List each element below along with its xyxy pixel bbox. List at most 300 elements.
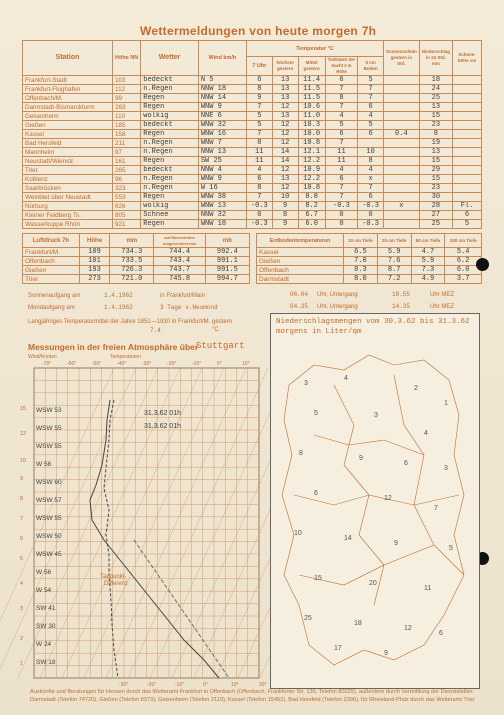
station-cell: 10.9 bbox=[298, 166, 325, 175]
station-cell: 23 bbox=[419, 121, 452, 130]
station-cell: 8 bbox=[325, 94, 357, 103]
station-cell: 6 bbox=[358, 193, 384, 202]
station-cell: NNW 14 bbox=[198, 94, 246, 103]
station-cell: n.Regen bbox=[141, 175, 199, 184]
soil-col-4: 50 cm Tiefe bbox=[411, 234, 445, 248]
pressure-row bbox=[23, 257, 250, 266]
station-row bbox=[23, 166, 482, 175]
station-cell: 7 bbox=[325, 139, 357, 148]
station-cell bbox=[383, 139, 419, 148]
station-cell: Kassel bbox=[23, 130, 113, 139]
map-value: 25 bbox=[304, 615, 312, 622]
station-cell bbox=[453, 184, 482, 193]
x-tick-label: -30° bbox=[142, 361, 152, 367]
col-t7: 7 Uhr bbox=[246, 57, 272, 76]
moonset-mez: Uhr MEZ bbox=[430, 304, 454, 310]
sounding-date-2: 31.3.62 01h bbox=[144, 423, 181, 430]
punch-hole bbox=[476, 258, 489, 271]
station-cell: 23 bbox=[419, 184, 452, 193]
station-cell: NNW 32 bbox=[198, 211, 246, 220]
station-cell: 27 bbox=[419, 211, 452, 220]
pressure-cell: 193 bbox=[79, 266, 109, 275]
station-cell: Gießen bbox=[23, 121, 113, 130]
station-row bbox=[23, 211, 482, 220]
pressure-row bbox=[23, 266, 250, 275]
station-cell: WNW 16 bbox=[198, 130, 246, 139]
station-cell bbox=[383, 193, 419, 202]
sunrise-uhr-label: Uhr, Untergang bbox=[317, 292, 358, 298]
station-cell: WNW 9 bbox=[198, 175, 246, 184]
station-cell: 9 bbox=[272, 220, 298, 229]
station-cell bbox=[383, 103, 419, 112]
moonrise-time: 04.35 bbox=[290, 303, 309, 310]
soil-cell: 8.3 bbox=[344, 266, 378, 275]
x-tick-label: -60° bbox=[67, 361, 77, 367]
station-cell: -0.3 bbox=[246, 202, 272, 211]
soil-cell: Kassel bbox=[257, 248, 344, 257]
station-row bbox=[23, 157, 482, 166]
map-value: 12 bbox=[384, 495, 392, 502]
station-cell: 14 bbox=[272, 157, 298, 166]
station-cell: 0 bbox=[325, 220, 357, 229]
station-cell: Fl. bbox=[453, 202, 482, 211]
station-cell bbox=[383, 94, 419, 103]
wind-label: SW 30 bbox=[36, 623, 56, 630]
station-cell bbox=[453, 139, 482, 148]
y-tick-label: 8 bbox=[20, 496, 24, 502]
map-value: 3 bbox=[444, 465, 448, 472]
station-row bbox=[23, 85, 482, 94]
pressure-cell: 734.3 bbox=[110, 248, 154, 257]
station-cell: 29 bbox=[419, 166, 452, 175]
pressure-table-body bbox=[23, 248, 250, 284]
station-table-body bbox=[23, 76, 482, 229]
station-cell: Kleiner Feldberg Ts. bbox=[23, 211, 113, 220]
station-cell: wolkig bbox=[141, 112, 199, 121]
station-cell: 11 bbox=[325, 157, 357, 166]
x-tick-label: -20° bbox=[167, 361, 177, 367]
station-cell: 13 bbox=[272, 175, 298, 184]
x-tick-label: 0° bbox=[217, 361, 222, 367]
pressure-cell: 745.8 bbox=[154, 275, 205, 284]
station-cell: Regen bbox=[141, 103, 199, 112]
long-term-label: Langjähriges Temperaturmittel der Jahre 1851—1930 in Frankfurt/M. gestern bbox=[28, 319, 232, 325]
station-cell bbox=[383, 175, 419, 184]
pressure-cell: 743.4 bbox=[154, 257, 205, 266]
pressure-cell: 991.5 bbox=[205, 266, 249, 275]
soil-row bbox=[257, 248, 482, 257]
station-cell bbox=[383, 166, 419, 175]
footer-text: Auskünfte und Beratungen für Hessen durch das Wetteramt Frankfurt in Offenbach (Offenbach, Frankfurter Str. 135, Telefon 80229), außerdem durch Vermittlung der Dienststellen Darmstadt (Telefon 74720), Gießen (Telefon 8373), Geisenheim (Telefon 2119), Kassel (Telefon 15452), Bad Hersfeld (Telefon 2396), für Rheinland-Pfalz durch das Wetteramt Trier bbox=[30, 689, 475, 703]
station-cell: -0.3 bbox=[246, 220, 272, 229]
station-cell: 15 bbox=[419, 157, 452, 166]
station-cell: 4 bbox=[325, 112, 357, 121]
station-cell: Offenbach/M. bbox=[23, 94, 113, 103]
sunrise-date: 1.4.1962 bbox=[104, 292, 133, 299]
station-cell: 6 bbox=[325, 130, 357, 139]
station-cell: 7 bbox=[325, 184, 357, 193]
station-cell: WNW 9 bbox=[198, 103, 246, 112]
station-cell: Saarbrücken bbox=[23, 184, 113, 193]
station-cell bbox=[453, 166, 482, 175]
moonrise-uhr-label: Uhr, Untergang bbox=[317, 304, 358, 310]
soil-col-1: Erdbodentemperaturen bbox=[257, 234, 344, 248]
station-cell: 158 bbox=[113, 130, 141, 139]
wind-label: W 58 bbox=[36, 461, 52, 468]
soil-cell: Gießen bbox=[257, 257, 344, 266]
station-cell bbox=[383, 157, 419, 166]
station-cell: 14 bbox=[272, 148, 298, 157]
station-cell: Wasserkuppe Rhön bbox=[23, 220, 113, 229]
station-cell: 13 bbox=[419, 148, 452, 157]
soil-cell: 5.9 bbox=[377, 248, 411, 257]
x-tick-label-bottom: -20° bbox=[147, 682, 157, 688]
station-cell: Bad Hersfeld bbox=[23, 139, 113, 148]
station-cell: Darmstadt-Bismarckturm bbox=[23, 103, 113, 112]
moon-phase: 3 Tage v.Neumond bbox=[160, 304, 218, 311]
station-cell bbox=[453, 130, 482, 139]
isotherm-line bbox=[62, 368, 202, 678]
col-sonne: Sonnenschein gestern in Std. bbox=[383, 41, 419, 76]
station-row bbox=[23, 94, 482, 103]
y-tick-label: 1 bbox=[20, 661, 24, 667]
station-cell: 103 bbox=[113, 76, 141, 85]
station-cell: 15 bbox=[419, 112, 452, 121]
col-wetter: Wetter bbox=[141, 41, 199, 76]
station-cell bbox=[453, 94, 482, 103]
station-cell: Koblenz bbox=[23, 175, 113, 184]
station-cell bbox=[383, 112, 419, 121]
station-cell: 9 bbox=[246, 94, 272, 103]
station-cell: x bbox=[358, 175, 384, 184]
map-value: 5 bbox=[449, 545, 453, 552]
precip-map bbox=[274, 345, 474, 675]
station-cell: 6 bbox=[453, 211, 482, 220]
station-cell: 6 bbox=[246, 76, 272, 85]
station-cell: Trier bbox=[23, 166, 113, 175]
station-cell bbox=[383, 121, 419, 130]
y-tick-label: 3 bbox=[20, 606, 24, 612]
upper-air-title: Messungen in der freien Atmosphäre über bbox=[28, 342, 199, 352]
col-tiefst: Tiefstwert der Nacht 2 m Höhe bbox=[325, 57, 357, 76]
station-row bbox=[23, 76, 482, 85]
station-cell: 5 bbox=[358, 76, 384, 85]
station-cell: 626 bbox=[113, 202, 141, 211]
y-tick-label: 15 bbox=[20, 406, 27, 412]
station-cell: Regen bbox=[141, 220, 199, 229]
col-station: Station bbox=[23, 41, 113, 76]
upper-air-sub2: Temperaturen bbox=[110, 354, 141, 360]
station-table bbox=[22, 40, 482, 229]
map-value: 20 bbox=[369, 580, 377, 587]
map-value: 17 bbox=[334, 645, 342, 652]
wind-label: WSW 57 bbox=[36, 497, 62, 504]
soil-cell: Offenbach bbox=[257, 266, 344, 275]
station-row bbox=[23, 121, 482, 130]
map-value: 6 bbox=[404, 460, 408, 467]
station-cell: 0.4 bbox=[383, 130, 419, 139]
long-term-value: 7.4 bbox=[150, 327, 161, 334]
soil-cell: 7.2 bbox=[377, 275, 411, 284]
map-value: 15 bbox=[314, 575, 322, 582]
station-cell: W 16 bbox=[198, 184, 246, 193]
station-cell: Weinbiet über Neustadt bbox=[23, 193, 113, 202]
y-tick-label: 5 bbox=[20, 556, 24, 562]
wind-label: WSW 55 bbox=[36, 443, 62, 450]
station-cell: 4 bbox=[358, 166, 384, 175]
map-value: 9 bbox=[384, 650, 388, 657]
station-cell: 11 bbox=[246, 148, 272, 157]
x-tick-label: 10° bbox=[242, 361, 250, 367]
station-cell: 96 bbox=[113, 175, 141, 184]
soil-cell: 7.6 bbox=[377, 257, 411, 266]
station-cell: Neustadt/Weinstr. bbox=[23, 157, 113, 166]
moonrise-date: 1.4.1962 bbox=[104, 304, 133, 311]
pressure-table bbox=[22, 233, 250, 284]
soil-table bbox=[256, 233, 482, 284]
x-tick-label: -40° bbox=[117, 361, 127, 367]
wind-label: WSW 60 bbox=[36, 479, 62, 486]
station-cell: 8.8 bbox=[298, 193, 325, 202]
annotation-line-1: Taupunkt- bbox=[100, 574, 127, 580]
map-value: 18 bbox=[354, 620, 362, 627]
station-cell: 263 bbox=[113, 103, 141, 112]
station-cell: Regen bbox=[141, 193, 199, 202]
station-cell: 0 bbox=[325, 211, 357, 220]
station-cell: 8 bbox=[246, 85, 272, 94]
map-value: 12 bbox=[404, 625, 412, 632]
station-row bbox=[23, 130, 482, 139]
pressure-cell: 273 bbox=[79, 275, 109, 284]
station-cell: 6 bbox=[246, 175, 272, 184]
station-cell: 112 bbox=[113, 85, 141, 94]
station-cell: 10.8 bbox=[298, 184, 325, 193]
wind-label: W 56 bbox=[36, 569, 52, 576]
upper-air-sub: Wind/Knoten bbox=[28, 354, 57, 360]
pressure-col-4: auf Meereshöhe umgerechnet mm bbox=[154, 234, 205, 248]
long-term-unit: °C bbox=[212, 327, 219, 333]
soil-cell: 8.0 bbox=[344, 275, 378, 284]
map-value: 9 bbox=[394, 540, 398, 547]
station-cell: 10.3 bbox=[298, 121, 325, 130]
station-cell: Regen bbox=[141, 94, 199, 103]
station-cell: n.Regen bbox=[141, 85, 199, 94]
station-cell: N 5 bbox=[198, 76, 246, 85]
soil-cell: 8.7 bbox=[377, 266, 411, 275]
station-cell: SW 25 bbox=[198, 157, 246, 166]
wind-label: W 24 bbox=[36, 641, 52, 648]
station-cell: 7 bbox=[358, 184, 384, 193]
map-value: 9 bbox=[359, 455, 363, 462]
station-cell: 323 bbox=[113, 184, 141, 193]
moonset-time: 14.35 bbox=[392, 303, 411, 310]
soil-col-5: 100 cm Tiefe bbox=[445, 234, 482, 248]
map-value: 8 bbox=[299, 450, 303, 457]
col-wind: Wind km/h bbox=[198, 41, 246, 76]
station-cell bbox=[453, 121, 482, 130]
station-cell: 11.4 bbox=[298, 76, 325, 85]
station-cell: NNW 4 bbox=[198, 166, 246, 175]
station-row bbox=[23, 193, 482, 202]
upper-air-chart bbox=[14, 360, 267, 690]
isotherm-line bbox=[0, 368, 136, 678]
sunset-time: 18.55 bbox=[392, 291, 411, 298]
x-tick-label-bottom: 10° bbox=[231, 682, 239, 688]
pressure-cell: 733.5 bbox=[110, 257, 154, 266]
station-cell: 13 bbox=[419, 103, 452, 112]
station-cell: wolkig bbox=[141, 202, 199, 211]
soil-cell: 5.4 bbox=[445, 248, 482, 257]
station-cell: 10 bbox=[272, 193, 298, 202]
station-cell: Regen bbox=[141, 130, 199, 139]
station-cell bbox=[453, 112, 482, 121]
station-cell: bedeckt bbox=[141, 76, 199, 85]
station-cell: 8 bbox=[419, 130, 452, 139]
col-mittel: Mittel gestern bbox=[298, 57, 325, 76]
soil-cell: 3.7 bbox=[445, 275, 482, 284]
station-cell: 553 bbox=[113, 193, 141, 202]
col-hoehe: Höhe NN bbox=[113, 41, 141, 76]
station-cell: 24 bbox=[419, 85, 452, 94]
station-cell: 7 bbox=[358, 94, 384, 103]
pressure-row bbox=[23, 248, 250, 257]
station-cell: Schnee bbox=[141, 211, 199, 220]
station-cell bbox=[383, 148, 419, 157]
station-cell: Mannheim bbox=[23, 148, 113, 157]
station-cell: 8 bbox=[272, 211, 298, 220]
station-row bbox=[23, 139, 482, 148]
station-cell: 10.0 bbox=[298, 130, 325, 139]
station-cell: NNW 18 bbox=[198, 85, 246, 94]
upper-air-wind-labels bbox=[36, 407, 62, 666]
station-cell: 13 bbox=[272, 85, 298, 94]
precip-title: Niederschlagsmengen vom 30.3.62 bis 31.3.62 morgens in Liter/qm bbox=[276, 318, 470, 336]
station-cell: 12.2 bbox=[298, 157, 325, 166]
station-cell: 805 bbox=[113, 211, 141, 220]
station-row bbox=[23, 103, 482, 112]
map-value: 11 bbox=[424, 585, 432, 592]
pressure-cell: Gießen bbox=[23, 266, 80, 275]
pressure-row bbox=[23, 275, 250, 284]
station-cell: WNW 38 bbox=[198, 193, 246, 202]
station-cell: NNW 13 bbox=[198, 148, 246, 157]
map-value: 7 bbox=[434, 505, 438, 512]
sunrise-time: 06.04 bbox=[290, 291, 309, 298]
station-cell: 8 bbox=[246, 184, 272, 193]
station-cell: 30 bbox=[419, 193, 452, 202]
soil-cell: 7.3 bbox=[411, 266, 445, 275]
soil-row bbox=[257, 257, 482, 266]
station-cell: 10.6 bbox=[298, 103, 325, 112]
station-cell: 5 bbox=[453, 220, 482, 229]
station-cell: 5 bbox=[325, 121, 357, 130]
soil-col-3: 20 cm Tiefe bbox=[377, 234, 411, 248]
soil-row bbox=[257, 266, 482, 275]
y-tick-label: 9 bbox=[20, 476, 24, 482]
pressure-cell: Offenbach bbox=[23, 257, 80, 266]
pressure-col-2: Höhe bbox=[79, 234, 109, 248]
station-cell: NNE 6 bbox=[198, 112, 246, 121]
map-value: 6 bbox=[314, 490, 318, 497]
station-cell bbox=[383, 220, 419, 229]
y-tick-label: 7 bbox=[20, 516, 24, 522]
wind-label: WSW 55 bbox=[36, 425, 62, 432]
station-cell bbox=[453, 148, 482, 157]
station-row bbox=[23, 148, 482, 157]
station-cell: 921 bbox=[113, 220, 141, 229]
col-boden: 5 cm Boden bbox=[358, 57, 384, 76]
pressure-col-5: mb bbox=[205, 234, 249, 248]
sounding-date-1: 31.3.62 01h bbox=[144, 410, 181, 417]
x-tick-label-bottom: -10° bbox=[175, 682, 185, 688]
station-row bbox=[23, 202, 482, 211]
station-cell: 12.2 bbox=[298, 175, 325, 184]
station-cell: 19 bbox=[419, 139, 452, 148]
pressure-cell: 992.4 bbox=[205, 248, 249, 257]
station-cell: 8.2 bbox=[298, 202, 325, 211]
pressure-col-1: Luftdruck 7h bbox=[23, 234, 80, 248]
isotherm-line bbox=[18, 368, 158, 678]
y-tick-label: 6 bbox=[20, 536, 24, 542]
wind-label: WSW 50 bbox=[36, 533, 62, 540]
station-cell: 8 bbox=[246, 139, 272, 148]
station-cell: Geisenheim bbox=[23, 112, 113, 121]
station-cell: 265 bbox=[113, 166, 141, 175]
station-cell: 15 bbox=[419, 175, 452, 184]
station-cell: 6 bbox=[358, 103, 384, 112]
station-cell: 161 bbox=[113, 157, 141, 166]
col-schnee: Schnee-höhe cm bbox=[453, 41, 482, 76]
moonrise-label: Mondaufgang am bbox=[28, 305, 75, 311]
page-title: Wettermeldungen von heute morgen 7h bbox=[140, 24, 377, 38]
station-cell: 6.0 bbox=[298, 220, 325, 229]
upper-air-place: Stuttgart bbox=[196, 341, 245, 351]
station-cell: 6 bbox=[325, 76, 357, 85]
station-cell: 185 bbox=[113, 121, 141, 130]
station-cell: 0 bbox=[246, 211, 272, 220]
pressure-cell: Trier bbox=[23, 275, 80, 284]
map-value: 4 bbox=[424, 430, 428, 437]
station-cell: 4 bbox=[325, 166, 357, 175]
wind-label: SW 18 bbox=[36, 659, 56, 666]
station-row bbox=[23, 220, 482, 229]
station-cell: 12 bbox=[272, 130, 298, 139]
station-cell bbox=[383, 76, 419, 85]
map-value: 10 bbox=[294, 530, 302, 537]
state-border-4 bbox=[299, 545, 464, 585]
y-tick-label: 10 bbox=[20, 458, 27, 464]
soil-cell: 7.0 bbox=[344, 257, 378, 266]
station-cell: 13 bbox=[272, 112, 298, 121]
station-cell: 97 bbox=[113, 148, 141, 157]
station-cell: Frankfurt-Flughafen bbox=[23, 85, 113, 94]
station-cell: 5 bbox=[246, 121, 272, 130]
pressure-cell: 991.1 bbox=[205, 257, 249, 266]
map-value: 3 bbox=[374, 412, 378, 419]
station-cell: Regen bbox=[141, 157, 199, 166]
station-cell: 12 bbox=[272, 166, 298, 175]
pressure-cell: 101 bbox=[79, 257, 109, 266]
station-cell bbox=[453, 157, 482, 166]
station-cell: 12 bbox=[272, 139, 298, 148]
station-cell: n.Regen bbox=[141, 148, 199, 157]
x-tick-label: -70° bbox=[42, 361, 52, 367]
station-cell: 211 bbox=[113, 139, 141, 148]
station-cell: WNW 13 bbox=[198, 202, 246, 211]
station-cell: -0.3 bbox=[358, 220, 384, 229]
station-cell: 7 bbox=[325, 85, 357, 94]
map-value: 2 bbox=[414, 385, 418, 392]
